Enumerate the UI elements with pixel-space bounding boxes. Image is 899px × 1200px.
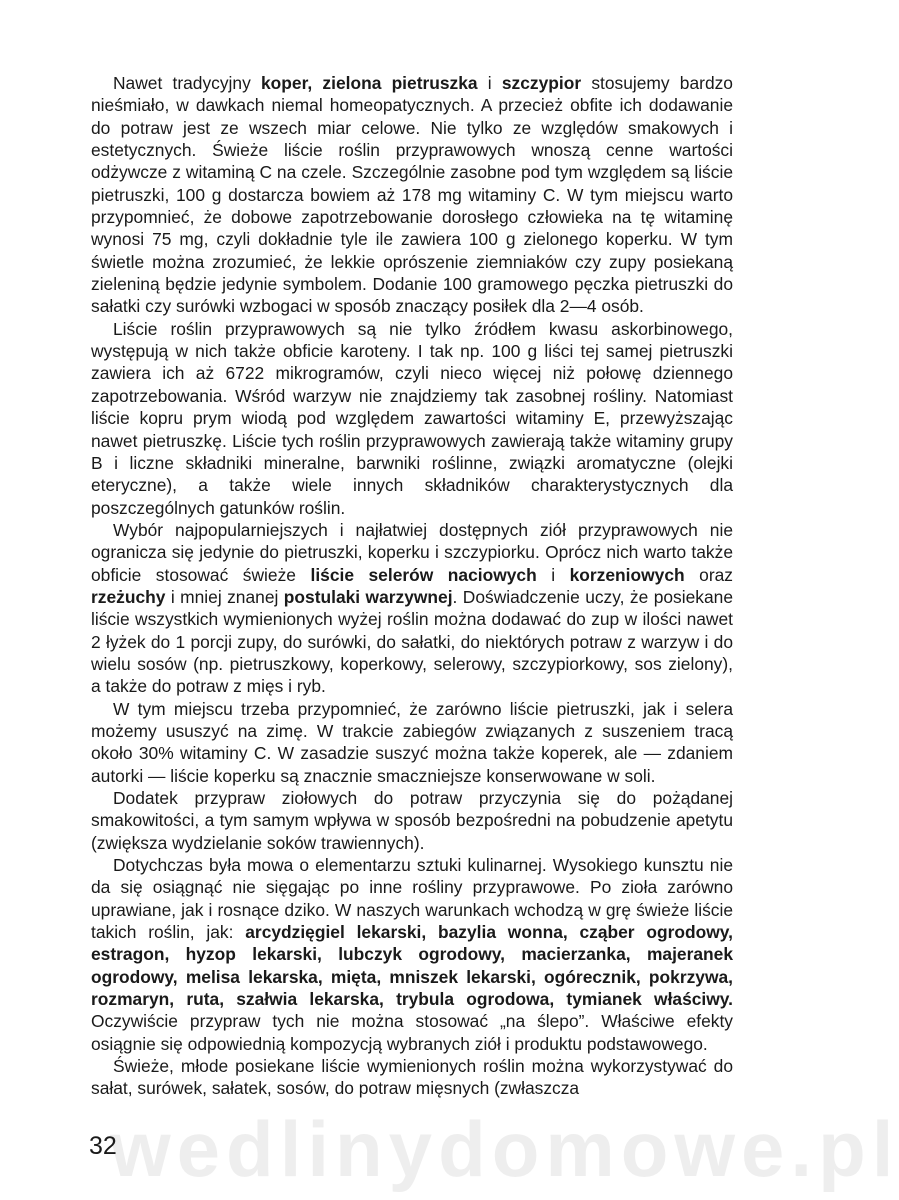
- text-run: stosujemy bardzo nieśmiało, w dawkach niemal homeopatycznych. A przecież obfite ich dodawanie do potraw jest ze wszech miar celowe. Nie tylko ze względów smakowych i estetycznych. Świeże liście roślin przyprawowych wnoszą cenne wartości odżywcze z witaminą C na czele. Szczególnie zasobne pod tym względem są liście pietruszki, 100 g dostarcza bowiem aż 178 mg witaminy C. W tym miejscu warto przypomnieć, że dobowe zapotrzebowanie dorosłego człowieka na tę witaminę wynosi 75 mg, czyli dokładnie tyle ile zawiera 100 g zielonego koperku. W tym świetle można zrozumieć, że lekkie oprószenie ziemniaków czy zupy posiekaną zieleniną będzie jedynie symbolem. Dodanie 100 gramowego pęczka pietruszki do sałatki czy surówki wzbogaci w sposób znaczący posiłek dla 2—4 osób.: [91, 73, 733, 317]
- bold-text-run: szczypior: [501, 73, 582, 93]
- paragraph: [91, 519, 733, 698]
- text-run: Dodatek przypraw ziołowych do potraw przyczynia się do pożądanej smakowitości, a tym samym wpływa w sposób bezpośredni na pobudzenie apetytu (zwiększa wydzielanie soków trawiennych).: [91, 788, 733, 853]
- watermark: wedlinydomowe.pl: [110, 1105, 899, 1193]
- text-run: oraz: [684, 564, 733, 585]
- paragraph: [91, 787, 733, 854]
- paragraph: [91, 698, 733, 787]
- text-run: . Doświadczenie uczy, że posiekane liście wszystkich wymienionych wyżej roślin można dodawać do zup w ilości nawet 2 łyżek do 1 porcji zupy, do surówki, do sałatki, do niektórych potraw z warzyw i do wielu sosów (np. pietruszkowy, koperkowy, selerowy, szczypiorkowy, sos zielony), a także do potraw z mięs i ryb.: [91, 586, 733, 697]
- bold-text-run: koper, zielona pietruszka: [260, 73, 478, 93]
- text-run: i: [477, 73, 502, 93]
- bold-text-run: rzeżuchy: [91, 586, 166, 607]
- paragraph: [91, 318, 733, 519]
- text-run: i mniej znanej: [165, 586, 284, 607]
- bold-text-run: liście selerów naciowych: [310, 564, 537, 585]
- paragraph: [91, 72, 733, 318]
- text-run: Liście roślin przyprawowych są nie tylko źródłem kwasu askorbinowego, występują w nich także obficie karoteny. I tak np. 100 g liści tej samej pietruszki zawiera ich aż 6722 mikrogramów, czyli nieco więcej niż połowę dziennego zapotrzebowania. Wśród warzyw nie znajdziemy tak zasobnej rośliny. Natomiast liście kopru prym wiodą pod względem zawartości witaminy E, przewyższając nawet pietruszkę. Liście tych roślin przyprawowych zawierają także witaminy grupy B i liczne składniki mineralne, barwniki roślinne, związki aromatyczne (olejki eteryczne), a także wiele innych składników charakterystycznych dla poszczególnych gatunków roślin.: [91, 318, 733, 518]
- text-run: Nawet tradycyjny: [113, 73, 261, 93]
- text-run: Wybór najpopularniejszych i najłatwiej dostępnych ziół przyprawowych nie ogranicza się jedynie do pietruszki, koperku i szczypiorku. Oprócz nich warto także obficie stosować świeże: [91, 519, 733, 585]
- page-number: 32: [89, 1132, 117, 1160]
- bold-text-run: arcydzięgiel lekarski, bazylia wonna, cząber ogrodowy, estragon, hyzop lekarski, lubczyk ogrodowy, macierzanka, majeranek ogrodowy, melisa lekarska, mięta, mniszek lekarski, ogórecznik, pokrzywa, rozmaryn, ruta, szałwia lekarska, trybula ogrodowa, tymianek właściwy.: [91, 922, 733, 1010]
- text-run: Dotychczas była mowa o elementarzu sztuki kulinarnej. Wysokiego kunsztu nie da się osiągnąć nie sięgając po inne rośliny przyprawowe. Po zioła zarówno uprawiane, jak i rosnące dziko. W naszych warunkach wchodzą w grę świeże liście takich roślin, jak:: [91, 855, 733, 943]
- text-run: Świeże, młode posiekane liście wymienionych roślin można wykorzystywać do sałat, surówek, sałatek, sosów, do potraw mięsnych (zwłaszcza: [91, 1056, 733, 1099]
- text-run: i: [536, 564, 570, 585]
- text-run: W tym miejscu trzeba przypomnieć, że zarówno liście pietruszki, jak i selera możemy ususzyć na zimę. W trakcie zabiegów związanych z suszeniem tracą około 30% witaminy C. W zasadzie suszyć można także koperek, ale — zdaniem autorki — liście koperku są znacznie smaczniejsze konserwowane w soli.: [91, 698, 733, 786]
- text-run: Oczywiście przypraw tych nie można stosować „na ślepo”. Właściwe efekty osiągnie się odpowiednią kompozycją wybranych ziół i produktu podstawowego.: [91, 1011, 733, 1054]
- paragraph: [91, 854, 733, 1055]
- bold-text-run: postulaki warzywnej: [283, 586, 453, 607]
- paragraph: [91, 1055, 733, 1100]
- bold-text-run: korzeniowych: [569, 564, 685, 585]
- page-text: [91, 72, 733, 1100]
